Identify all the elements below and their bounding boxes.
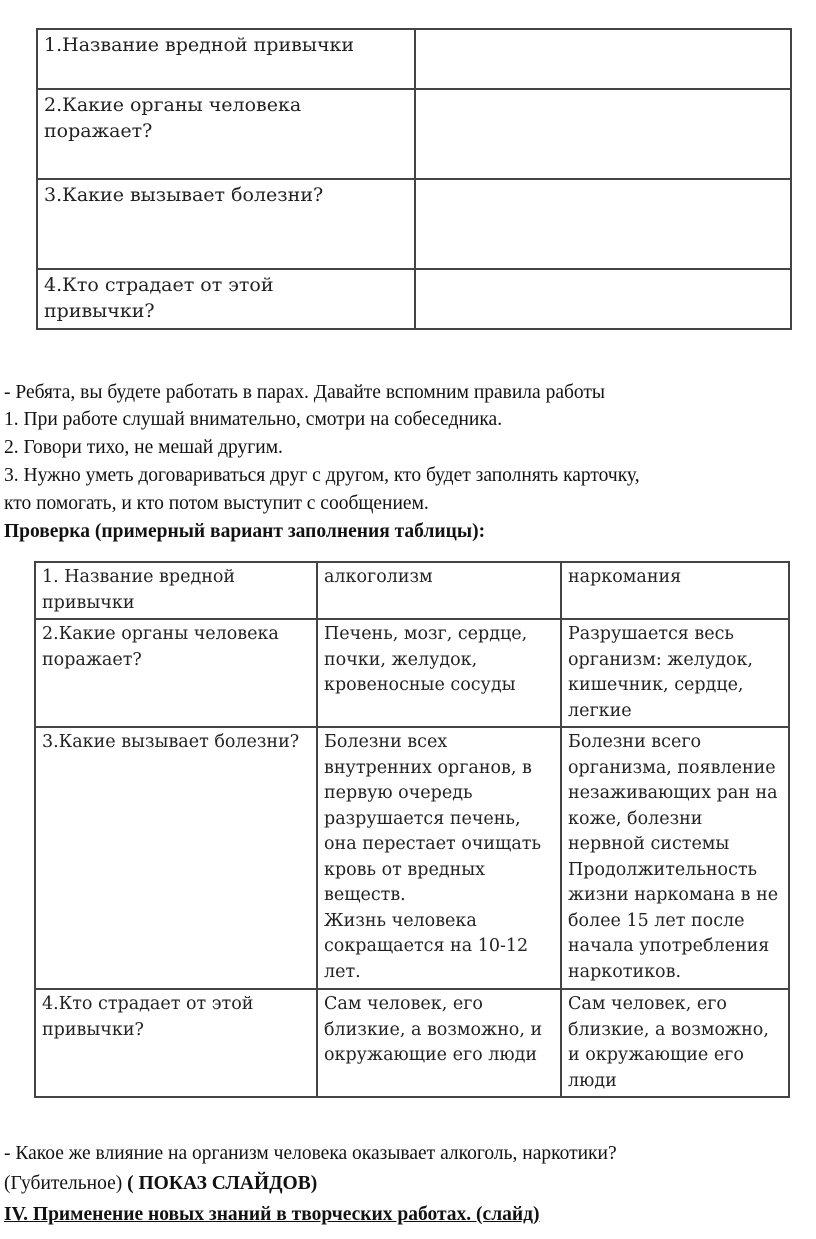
table-row xyxy=(35,619,789,727)
question-text: 4.Кто страдает от этой привычки? xyxy=(44,274,274,322)
rule-item-2: 2. Говори тихо, не мешай другим. xyxy=(4,437,283,458)
section-iv-heading: IV. Применение новых знаний в творческих работах. (слайд) xyxy=(4,1204,540,1225)
answer-text: Болезни всех внутренних органов, в первую очередь разрушается печень, она перестает очищать кровь от вредных веществ. Жизнь человека сокращается на 10-12 лет. xyxy=(324,732,541,982)
table-row xyxy=(35,727,789,989)
answer-text: Разрушается весь организм: желудок, кишечник, сердце, легкие xyxy=(568,624,753,721)
section-heading: Проверка (примерный вариант заполнения таблицы): xyxy=(4,521,486,542)
question-cell xyxy=(35,989,317,1097)
question-cell xyxy=(37,89,415,179)
answer-cell xyxy=(415,269,791,329)
question-text: 2.Какие органы человека поражает? xyxy=(42,624,279,670)
question-cell xyxy=(37,179,415,269)
rule-item-3: 3. Нужно уметь договариваться друг с другом, кто будет заполнять карточку, xyxy=(4,465,640,486)
blank-worksheet-table xyxy=(36,28,792,330)
answer-text: (Губительное) xyxy=(4,1173,128,1194)
answer-cell xyxy=(415,179,791,269)
question-paragraph: - Какое же влияние на организм человека оказывает алкоголь, наркотики? xyxy=(4,1143,617,1164)
alcoholism-cell xyxy=(317,619,561,727)
drug-addiction-cell xyxy=(561,562,789,619)
question-cell xyxy=(35,562,317,619)
answer-text: Сам человек, его близкие, а возможно, и окружающие его люди xyxy=(568,994,769,1091)
answer-line xyxy=(4,1173,317,1195)
answer-cell xyxy=(415,89,791,179)
question-cell xyxy=(35,619,317,727)
slides-note: ( ПОКАЗ СЛАЙДОВ) xyxy=(127,1173,318,1194)
filled-answer-table xyxy=(34,561,790,1098)
question-text: 1. Название вредной привычки xyxy=(42,567,236,613)
answer-cell xyxy=(415,29,791,89)
question-text: 3.Какие вызывает болезни? xyxy=(42,732,300,752)
answer-text: алкоголизм xyxy=(324,567,433,587)
alcoholism-cell xyxy=(317,727,561,989)
answer-text: Болезни всего организма, появление незаживающих ран на коже, болезни нервной системы Продолжительность жизни наркомана в не более 15 лет после начала употребления наркотиков. xyxy=(568,732,779,982)
question-text: 2.Какие органы человека поражает? xyxy=(44,94,302,142)
table-row xyxy=(35,562,789,619)
table-row xyxy=(37,89,791,179)
table-row xyxy=(35,989,789,1097)
answer-text: Сам человек, его близкие, а возможно, и окружающие его люди xyxy=(324,994,543,1065)
drug-addiction-cell xyxy=(561,619,789,727)
rule-item-3-continued: кто помогать, и кто потом выступит с сообщением. xyxy=(4,493,429,514)
table-row xyxy=(37,29,791,89)
drug-addiction-cell xyxy=(561,989,789,1097)
alcoholism-cell xyxy=(317,989,561,1097)
answer-text: наркомания xyxy=(568,567,682,587)
question-cell xyxy=(35,727,317,989)
drug-addiction-cell xyxy=(561,727,789,989)
intro-paragraph: - Ребята, вы будете работать в парах. Давайте вспомним правила работы xyxy=(4,382,606,403)
answer-text: Печень, мозг, сердце, почки, желудок, кровеносные сосуды xyxy=(324,624,528,695)
question-cell xyxy=(37,269,415,329)
question-text: 3.Какие вызывает болезни? xyxy=(44,184,324,206)
alcoholism-cell xyxy=(317,562,561,619)
question-cell xyxy=(37,29,415,89)
table-row xyxy=(37,179,791,269)
question-text: 4.Кто страдает от этой привычки? xyxy=(42,994,254,1040)
rule-item-1: 1. При работе слушай внимательно, смотри на собеседника. xyxy=(4,409,503,430)
table-row xyxy=(37,269,791,329)
question-text: 1.Название вредной привычки xyxy=(44,34,355,56)
